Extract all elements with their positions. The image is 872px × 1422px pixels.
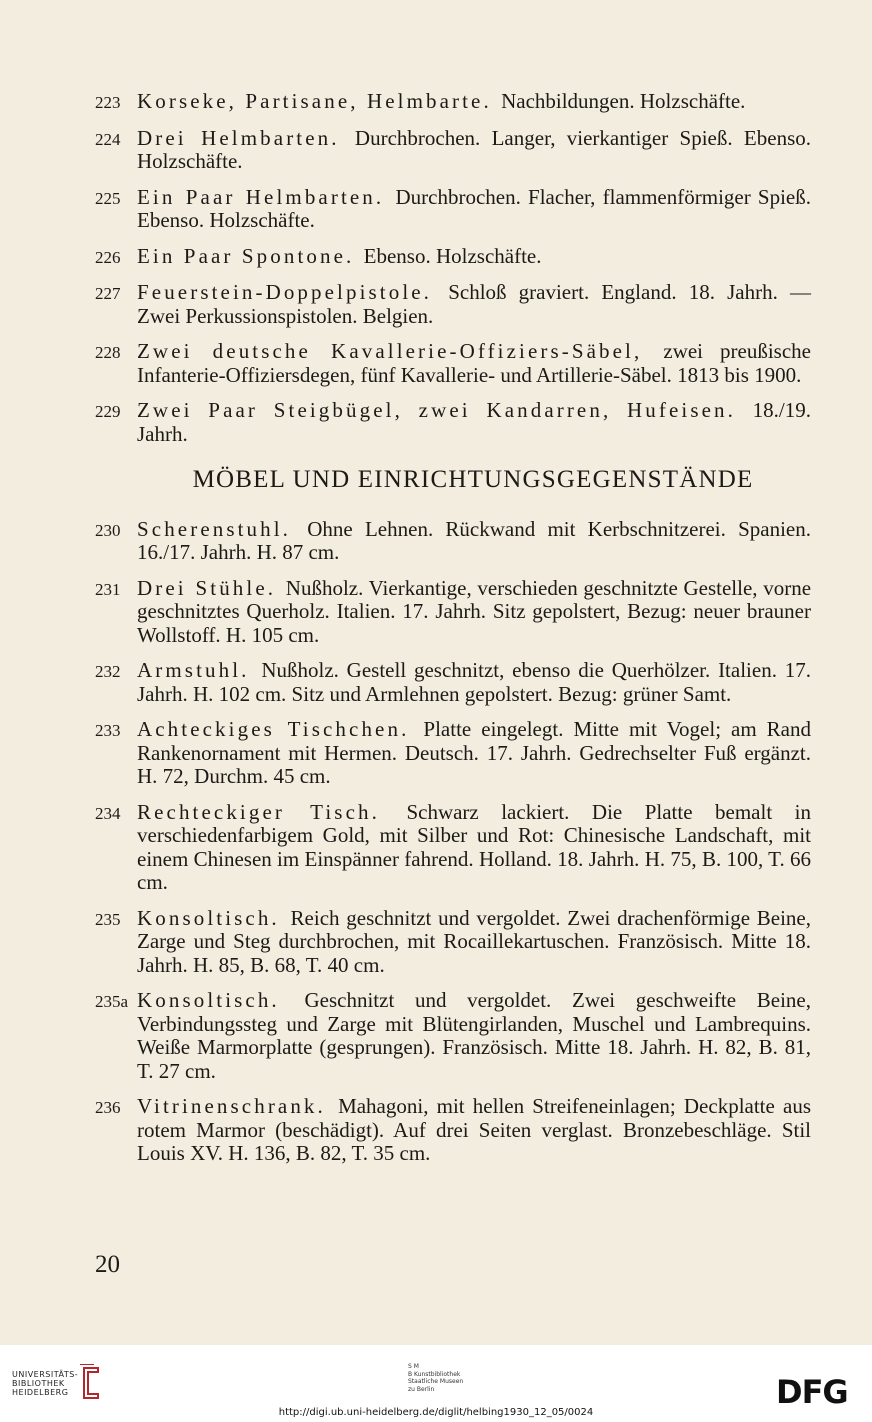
entry-body: [137, 801, 811, 895]
catalog-entry: [95, 518, 811, 565]
entry-description: Nußholz. Vierkantige, verschieden geschnitzte Gestelle, vorne geschnitztes Querholz. Italien. 17. Jahrh. Sitz gepolstert, Bezug: neuer brauner Wollstoff. H. 105 cm.: [137, 575, 812, 647]
entry-body: [137, 281, 811, 328]
entry-number: 228: [95, 343, 121, 362]
uni-line: BIBLIOTHEK: [12, 1379, 65, 1388]
catalog-entry: [95, 577, 811, 648]
entry-lemma: Ein Paar Helmbarten.: [137, 184, 385, 209]
entry-number: 231: [95, 579, 121, 599]
entry-number: 235a: [95, 992, 129, 1011]
entry-body: [137, 186, 811, 233]
entry-body: [137, 989, 811, 1083]
entry-lemma: Feuerstein-Doppelpistole.: [137, 280, 433, 304]
entry-lemma: Drei Helmbarten.: [137, 125, 340, 150]
entry-description: Durchbrochen. Langer, vierkantiger Spieß. Ebenso. Holzschäfte.: [137, 125, 812, 173]
entry-body: [137, 659, 811, 706]
entry-number: 226: [95, 247, 121, 267]
entry-body: [137, 518, 811, 565]
uni-line: HEIDELBERG: [12, 1388, 69, 1397]
catalog-entry: [95, 907, 811, 978]
entry-description: Ebenso. Holzschäfte.: [363, 243, 542, 268]
entry-body: [137, 245, 811, 270]
entry-number: 229: [95, 402, 121, 421]
entry-number: 224: [95, 129, 121, 149]
entry-description: 18./19. Jahrh.: [137, 398, 811, 446]
catalog-entry: [95, 659, 811, 706]
stamp-line: Staatliche Museen: [408, 1378, 464, 1385]
entry-description: zwei preußische Infanterie-Offiziersdegen, fünf Kavallerie- und Artillerie-Säbel. 1813 bis 1900.: [137, 339, 811, 387]
entry-description: Durchbrochen. Flacher, flammenförmiger Spieß. Ebenso. Holzschäfte.: [137, 184, 812, 232]
entry-lemma: Zwei deutsche Kavallerie-Offiziers-Säbel,: [137, 339, 643, 363]
entry-body: [137, 907, 811, 978]
entry-description: Schwarz lackiert. Die Platte bemalt in verschiedenfarbigem Gold, mit Silber und Rot: Chinesische Landschaft, mit einem Chinesen im Einspänner fahrend. Holland. 18. Jahrh. H. 75, B. 100, T. 66 cm.: [137, 799, 811, 894]
entry-number: 227: [95, 284, 121, 303]
catalog-entry: [95, 989, 811, 1083]
furniture-entries: [95, 518, 811, 1166]
catalog-entry: [95, 186, 811, 233]
entry-lemma: Drei Stühle.: [137, 575, 277, 600]
entry-lemma: Zwei Paar Steigbügel, zwei Kandarren, Hufeisen.: [137, 398, 737, 422]
catalog-entries: [95, 90, 811, 1178]
entry-number: 230: [95, 520, 121, 540]
uni-line: UNIVERSITÄTS-: [12, 1370, 79, 1379]
catalog-entry: [95, 801, 811, 895]
entry-description: Nußholz. Gestell geschnitzt, ebenso die Querhölzer. Italien. 17. Jahrh. H. 102 cm. Sitz und Armlehnen gepolstert. Bezug: grüner Samt.: [137, 658, 812, 706]
entry-lemma: Ein Paar Spontone.: [137, 243, 355, 268]
weapons-entries: [95, 90, 811, 446]
entry-lemma: Korseke, Partisane, Helmbarte.: [137, 89, 492, 113]
catalog-entry: [95, 127, 811, 174]
entry-lemma: Vitrinenschrank.: [137, 1094, 326, 1118]
catalog-entry: [95, 340, 811, 387]
entry-lemma: Konsoltisch.: [137, 988, 280, 1012]
entry-number: 232: [95, 662, 121, 681]
catalog-entry: [95, 90, 811, 115]
entry-lemma: Achteckiges Tischchen.: [137, 717, 410, 741]
stamp-line: B Kunstbibliothek: [408, 1370, 461, 1378]
entry-description: Reich geschnitzt und vergoldet. Zwei drachenförmige Beine, Zarge und Steg durchbrochen, mit Rocaillekartuschen. Französisch. Mitte 18. Jahrh. H. 85, B. 68, T. 40 cm.: [137, 905, 812, 977]
entry-description: Mahagoni, mit hellen Streifeneinlagen; Deckplatte aus rotem Marmor (beschädigt). Auf drei Seiten verglast. Bronzebeschläge. Stil Louis XV. H. 136, B. 82, T. 35 cm.: [137, 1094, 811, 1165]
entry-lemma: Rechteckiger Tisch.: [137, 799, 380, 824]
entry-lemma: Konsoltisch.: [137, 905, 280, 930]
entry-body: [137, 127, 811, 174]
section-title: MÖBEL UND EINRICHTUNGSGEGENSTÄNDE: [192, 466, 754, 493]
catalog-entry: [95, 399, 811, 446]
entry-body: [137, 90, 811, 115]
entry-lemma: Armstuhl.: [137, 658, 250, 682]
catalog-entry: [95, 245, 811, 270]
entry-description: Platte eingelegt. Mitte mit Vogel; am Rand Rankenornament mit Hermen. Deutsch. 17. Jahrh. Gedrechselter Fuß ergänzt. H. 72, Durchm. 45 cm.: [137, 717, 812, 788]
entry-number: 225: [95, 188, 121, 208]
catalog-entry: [95, 1095, 811, 1166]
university-library-label: [12, 1370, 78, 1397]
source-url[interactable]: http://digi.ub.uni-heidelberg.de/diglit/helbing1930_12_05/0024: [278, 1407, 594, 1418]
dfg-logo: DFG: [776, 1373, 848, 1411]
entry-description: Schloß graviert. England. 18. Jahrh. — Zwei Perkussionspistolen. Belgien.: [137, 280, 811, 328]
entry-number: 236: [95, 1098, 121, 1117]
library-stamp: [408, 1363, 463, 1393]
entry-lemma: Scherenstuhl.: [137, 516, 292, 541]
entry-body: [137, 577, 811, 648]
stamp-line: S M: [408, 1363, 419, 1370]
catalog-entry: [95, 718, 811, 789]
entry-description: Ohne Lehnen. Rückwand mit Kerbschnitzerei. Spanien. 16./17. Jahrh. H. 87 cm.: [137, 516, 811, 564]
entry-body: [137, 340, 811, 387]
catalog-entry: [95, 281, 811, 328]
entry-body: [137, 718, 811, 789]
entry-body: [137, 399, 811, 446]
entry-number: 233: [95, 721, 121, 740]
page-number: 20: [95, 1251, 120, 1278]
entry-body: [137, 1095, 811, 1166]
entry-description: Nachbildungen. Holzschäfte.: [501, 89, 746, 113]
entry-number: 235: [95, 909, 121, 929]
entry-description: Geschnitzt und vergoldet. Zwei geschweifte Beine, Verbindungssteg und Zarge mit Blütengirlanden, Muschel und Lambrequins. Weiße Marmorplatte (gesprungen). Französisch. Mitte 18. Jahrh. H. 82, B. 81, T. 27 cm.: [137, 988, 811, 1083]
university-logo-icon: [78, 1364, 104, 1400]
entry-number: 234: [95, 803, 121, 823]
entry-number: 223: [95, 93, 121, 112]
stamp-line: zu Berlin: [408, 1385, 435, 1393]
digitization-footer: [0, 1345, 872, 1422]
